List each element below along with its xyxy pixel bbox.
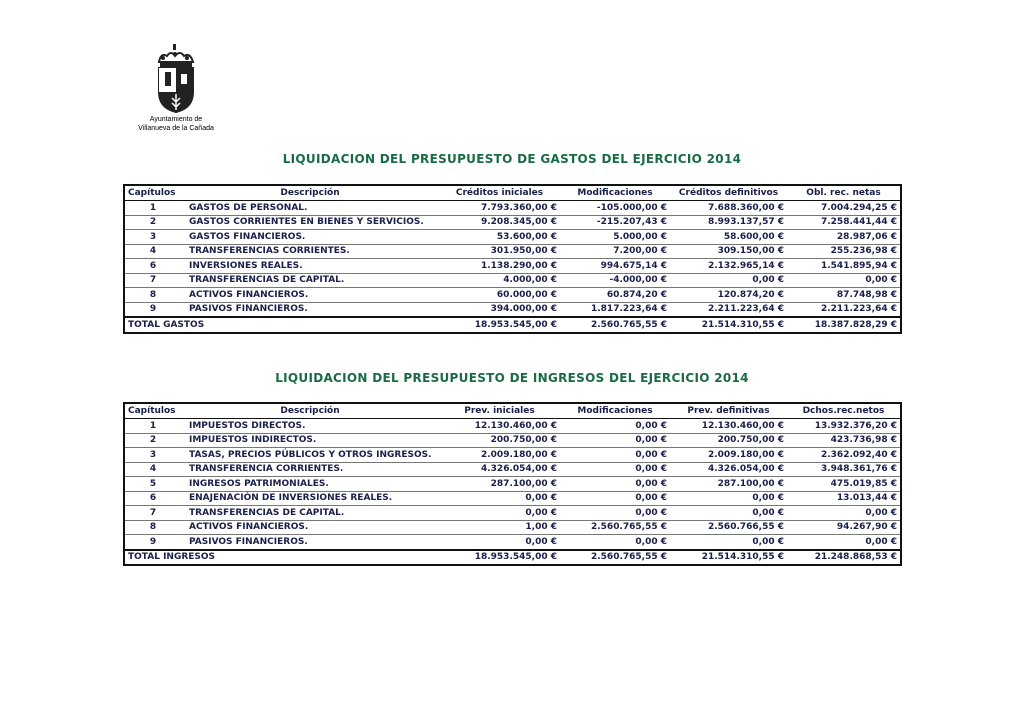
row-value: 394.000,00 € — [439, 302, 560, 317]
row-value: 1.138.290,00 € — [439, 259, 560, 274]
column-header-obl-rec-netas: Obl. rec. netas — [787, 185, 901, 201]
column-header-modificaciones: Modificaciones — [560, 403, 670, 419]
row-value: 28.987,06 € — [787, 230, 901, 245]
row-value: 13.013,44 € — [787, 491, 901, 506]
column-header-creditos-iniciales: Créditos iniciales — [439, 185, 560, 201]
row-value: 475.019,85 € — [787, 477, 901, 492]
row-descripcion: ACTIVOS FINANCIEROS. — [181, 288, 439, 303]
row-value: 0,00 € — [560, 462, 670, 477]
row-value: 0,00 € — [670, 273, 787, 288]
row-descripcion: INGRESOS PATRIMONIALES. — [181, 477, 439, 492]
row-value: 0,00 € — [787, 506, 901, 521]
ingresos-table — [123, 402, 902, 566]
table-row — [124, 535, 901, 550]
row-value: 58.600,00 € — [670, 230, 787, 245]
row-value: 2.211.223,64 € — [670, 302, 787, 317]
row-value: 0,00 € — [560, 477, 670, 492]
row-descripcion: GASTOS DE PERSONAL. — [181, 201, 439, 216]
row-value: 94.267,90 € — [787, 520, 901, 535]
column-header-creditos-definitivos: Créditos definitivos — [670, 185, 787, 201]
column-header-descripcion: Descripción — [181, 185, 439, 201]
table-row — [124, 288, 901, 303]
row-capitulo: 5 — [124, 477, 181, 492]
row-value: 0,00 € — [560, 433, 670, 448]
row-value: 87.748,98 € — [787, 288, 901, 303]
row-descripcion: GASTOS FINANCIEROS. — [181, 230, 439, 245]
table-row — [124, 491, 901, 506]
row-descripcion: PASIVOS FINANCIEROS. — [181, 535, 439, 550]
row-capitulo: 3 — [124, 448, 181, 463]
row-value: 12.130.460,00 € — [670, 419, 787, 434]
row-value: 0,00 € — [560, 491, 670, 506]
gastos-table — [123, 184, 902, 334]
row-descripcion: TRANSFERENCIA CORRIENTES. — [181, 462, 439, 477]
row-value: 0,00 € — [787, 273, 901, 288]
total-row — [124, 550, 901, 566]
table-row — [124, 462, 901, 477]
column-header-capitulos: Capítulos — [124, 185, 181, 201]
row-value: 8.993.137,57 € — [670, 215, 787, 230]
row-descripcion: TASAS, PRECIOS PÚBLICOS Y OTROS INGRESOS. — [181, 448, 439, 463]
row-value: 4.326.054,00 € — [439, 462, 560, 477]
row-value: 5.000,00 € — [560, 230, 670, 245]
row-capitulo: 6 — [124, 491, 181, 506]
row-capitulo: 8 — [124, 520, 181, 535]
row-value: 0,00 € — [787, 535, 901, 550]
row-value: 0,00 € — [670, 506, 787, 521]
row-value: 0,00 € — [670, 535, 787, 550]
row-value: 1.817.223,64 € — [560, 302, 670, 317]
row-value: 60.874,20 € — [560, 288, 670, 303]
row-value: 2.132.965,14 € — [670, 259, 787, 274]
row-value: 4.000,00 € — [439, 273, 560, 288]
table-row — [124, 506, 901, 521]
row-value: 120.874,20 € — [670, 288, 787, 303]
row-capitulo: 9 — [124, 535, 181, 550]
total-value: 18.953.545,00 € — [439, 550, 560, 566]
row-descripcion: TRANSFERENCIAS DE CAPITAL. — [181, 506, 439, 521]
row-capitulo: 1 — [124, 201, 181, 216]
row-value: 0,00 € — [560, 535, 670, 550]
table-row — [124, 302, 901, 317]
row-capitulo: 6 — [124, 259, 181, 274]
row-value: 1.541.895,94 € — [787, 259, 901, 274]
org-line-2: Villanueva de la Cañada — [138, 125, 214, 132]
row-value: 2.560.766,55 € — [670, 520, 787, 535]
column-header-modificaciones: Modificaciones — [560, 185, 670, 201]
row-capitulo: 7 — [124, 506, 181, 521]
row-value: 9.208.345,00 € — [439, 215, 560, 230]
table-row — [124, 448, 901, 463]
total-label: TOTAL GASTOS — [124, 317, 439, 333]
row-value: 301.950,00 € — [439, 244, 560, 259]
total-value: 21.514.310,55 € — [670, 550, 787, 566]
row-value: 287.100,00 € — [439, 477, 560, 492]
row-value: 0,00 € — [439, 506, 560, 521]
row-capitulo: 1 — [124, 419, 181, 434]
total-label: TOTAL INGRESOS — [124, 550, 439, 566]
ingresos-title: LIQUIDACION DEL PRESUPUESTO DE INGRESOS DEL EJERCICIO 2014 — [275, 371, 749, 385]
column-header-capitulos: Capítulos — [124, 403, 181, 419]
column-header-prev-definitivas: Prev. definitivas — [670, 403, 787, 419]
organization-name — [130, 115, 222, 133]
row-value: 0,00 € — [439, 535, 560, 550]
row-value: -215.207,43 € — [560, 215, 670, 230]
row-value: 13.932.376,20 € — [787, 419, 901, 434]
table-row — [124, 520, 901, 535]
row-value: 1,00 € — [439, 520, 560, 535]
row-capitulo: 4 — [124, 462, 181, 477]
row-descripcion: ACTIVOS FINANCIEROS. — [181, 520, 439, 535]
table-row — [124, 201, 901, 216]
row-value: 2.362.092,40 € — [787, 448, 901, 463]
column-header-dchos-rec-netos: Dchos.rec.netos — [787, 403, 901, 419]
row-value: 255.236,98 € — [787, 244, 901, 259]
table-header-row — [124, 185, 901, 201]
total-value: 21.514.310,55 € — [670, 317, 787, 333]
column-header-descripcion: Descripción — [181, 403, 439, 419]
row-descripcion: GASTOS CORRIENTES EN BIENES Y SERVICIOS. — [181, 215, 439, 230]
table-header-row — [124, 403, 901, 419]
row-descripcion: TRANSFERENCIAS DE CAPITAL. — [181, 273, 439, 288]
table-row — [124, 244, 901, 259]
row-value: 0,00 € — [560, 448, 670, 463]
table-row — [124, 230, 901, 245]
row-value: 309.150,00 € — [670, 244, 787, 259]
total-value: 2.560.765,55 € — [560, 317, 670, 333]
row-descripcion: INVERSIONES REALES. — [181, 259, 439, 274]
row-value: 2.560.765,55 € — [560, 520, 670, 535]
column-header-prev-iniciales: Prev. iniciales — [439, 403, 560, 419]
row-value: 287.100,00 € — [670, 477, 787, 492]
row-value: 423.736,98 € — [787, 433, 901, 448]
total-value: 18.387.828,29 € — [787, 317, 901, 333]
row-value: 7.688.360,00 € — [670, 201, 787, 216]
row-value: 0,00 € — [670, 491, 787, 506]
row-value: -4.000,00 € — [560, 273, 670, 288]
row-value: 2.009.180,00 € — [670, 448, 787, 463]
row-capitulo: 7 — [124, 273, 181, 288]
row-capitulo: 9 — [124, 302, 181, 317]
row-capitulo: 2 — [124, 215, 181, 230]
total-value: 21.248.868,53 € — [787, 550, 901, 566]
row-descripcion: ENAJENACIÓN DE INVERSIONES REALES. — [181, 491, 439, 506]
org-line-1: Ayuntamiento de — [149, 116, 203, 123]
row-value: 0,00 € — [439, 491, 560, 506]
row-value: 7.793.360,00 € — [439, 201, 560, 216]
row-value: 12.130.460,00 € — [439, 419, 560, 434]
row-value: 994.675,14 € — [560, 259, 670, 274]
total-value: 18.953.545,00 € — [439, 317, 560, 333]
row-capitulo: 2 — [124, 433, 181, 448]
row-value: 60.000,00 € — [439, 288, 560, 303]
table-row — [124, 259, 901, 274]
row-value: 7.200,00 € — [560, 244, 670, 259]
table-row — [124, 215, 901, 230]
row-value: 0,00 € — [560, 506, 670, 521]
table-row — [124, 273, 901, 288]
row-value: 7.258.441,44 € — [787, 215, 901, 230]
total-value: 2.560.765,55 € — [560, 550, 670, 566]
row-descripcion: TRANSFERENCIAS CORRIENTES. — [181, 244, 439, 259]
coat-of-arms-icon — [153, 44, 199, 114]
row-value: 7.004.294,25 € — [787, 201, 901, 216]
row-value: 200.750,00 € — [439, 433, 560, 448]
row-value: 4.326.054,00 € — [670, 462, 787, 477]
row-value: 2.009.180,00 € — [439, 448, 560, 463]
row-capitulo: 4 — [124, 244, 181, 259]
table-row — [124, 433, 901, 448]
row-descripcion: PASIVOS FINANCIEROS. — [181, 302, 439, 317]
gastos-title: LIQUIDACION DEL PRESUPUESTO DE GASTOS DEL EJERCICIO 2014 — [282, 152, 742, 166]
row-capitulo: 3 — [124, 230, 181, 245]
row-value: 0,00 € — [560, 419, 670, 434]
row-descripcion: IMPUESTOS INDIRECTOS. — [181, 433, 439, 448]
row-value: 200.750,00 € — [670, 433, 787, 448]
row-value: -105.000,00 € — [560, 201, 670, 216]
row-capitulo: 8 — [124, 288, 181, 303]
row-value: 3.948.361,76 € — [787, 462, 901, 477]
row-value: 2.211.223,64 € — [787, 302, 901, 317]
total-row — [124, 317, 901, 333]
table-row — [124, 419, 901, 434]
row-value: 53.600,00 € — [439, 230, 560, 245]
row-descripcion: IMPUESTOS DIRECTOS. — [181, 419, 439, 434]
table-row — [124, 477, 901, 492]
